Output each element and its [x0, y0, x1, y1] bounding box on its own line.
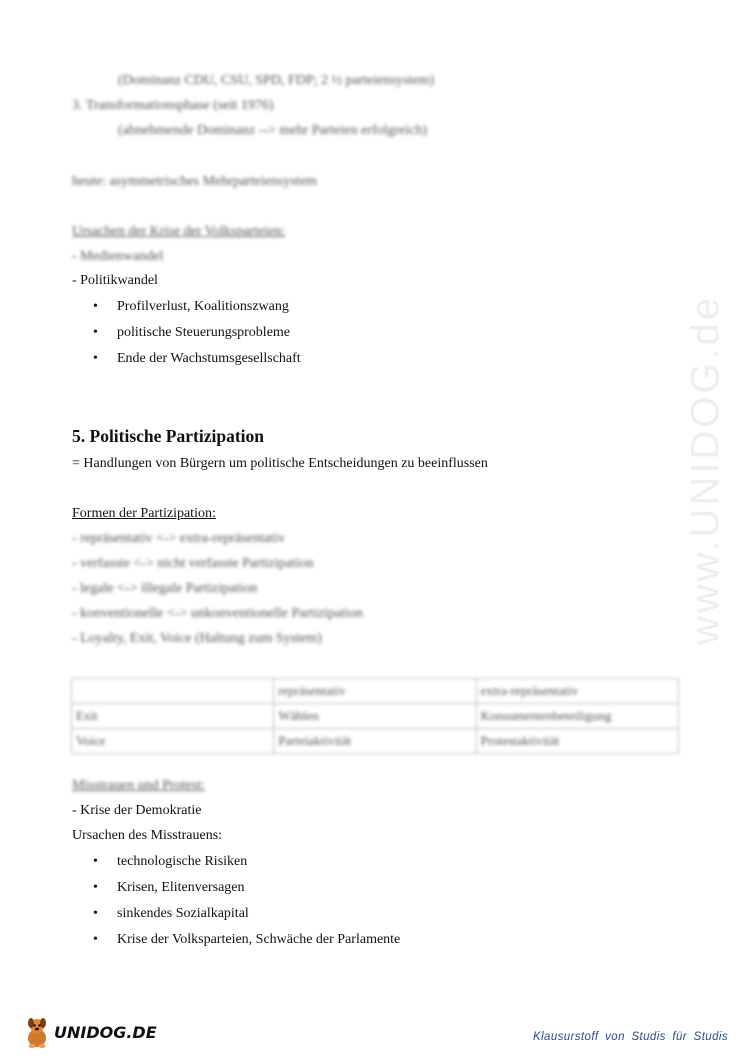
causes-item-2: - Politikwandel	[72, 273, 158, 288]
forms-item: - Loyalty, Exit, Voice (Haltung zum System)	[72, 631, 322, 646]
distrust-bullet: • Krisen, Elitenversagen	[93, 880, 245, 895]
intro-line-4: heute: asymmetrisches Mehrparteiensystem	[72, 174, 317, 189]
table-cell	[72, 679, 274, 704]
section-title: 5. Politische Partizipation	[72, 426, 264, 446]
watermark: www.UNIDOG.de	[683, 294, 728, 646]
table-cell: Wählen	[274, 704, 476, 729]
intro-line-3: (abnehmende Dominanz --> mehr Parteien erfolgreich)	[118, 123, 428, 138]
forms-item: - repräsentativ <-> extra-repräsentativ	[72, 531, 285, 546]
forms-item: - verfasste <-> nicht verfasste Partizipation	[72, 556, 314, 571]
forms-item: - konventionelle <-> unkonventionelle Partizipation	[72, 606, 364, 621]
logo-text: UNIDOG.DE	[54, 1022, 157, 1042]
table-cell: Parteiaktivität	[274, 729, 476, 754]
table-row	[72, 679, 679, 704]
table-row	[72, 729, 679, 754]
causes-bullet: • Profilverlust, Koalitionszwang	[93, 299, 289, 314]
forms-heading: Formen der Partizipation:	[72, 506, 216, 521]
table-cell: extra-repräsentativ	[476, 679, 678, 704]
section-definition: = Handlungen von Bürgern um politische Entscheidungen zu beeinflussen	[72, 456, 488, 471]
table-cell: Exit	[72, 704, 274, 729]
intro-line-2: 3. Transformationsphase (seit 1976)	[72, 98, 274, 113]
table-cell: Protestaktivität	[476, 729, 678, 754]
participation-table	[71, 678, 679, 754]
dog-mascot-icon	[22, 1015, 52, 1049]
distrust-item-2: Ursachen des Misstrauens:	[72, 828, 223, 843]
distrust-heading: Misstrauen und Protest:	[72, 778, 205, 793]
distrust-item-1: - Krise der Demokratie	[72, 803, 202, 818]
distrust-bullet: • sinkendes Sozialkapital	[93, 906, 249, 921]
intro-line-1: (Dominanz CDU, CSU, SPD, FDP; 2 ½ parteiensystem)	[118, 73, 435, 88]
unidog-logo[interactable]	[22, 1014, 157, 1050]
table-cell: Voice	[72, 729, 274, 754]
causes-bullet: • politische Steuerungsprobleme	[93, 325, 291, 340]
distrust-bullet: • Krise der Volksparteien, Schwäche der Parlamente	[93, 932, 401, 947]
footer-tagline: Klausurstoff von Studis für Studis	[533, 1031, 728, 1043]
causes-bullet: • Ende der Wachstumsgesellschaft	[93, 351, 301, 366]
table-cell: Konsumentenbeteiligung	[476, 704, 678, 729]
causes-heading: Ursachen der Krise der Volksparteien:	[72, 224, 286, 239]
table-row	[72, 704, 679, 729]
causes-item-1: - Medienwandel	[72, 249, 164, 264]
distrust-bullet: • technologische Risiken	[93, 854, 248, 869]
table-cell: repräsentativ	[274, 679, 476, 704]
forms-item: - legale <-> illegale Partizipation	[72, 581, 258, 596]
